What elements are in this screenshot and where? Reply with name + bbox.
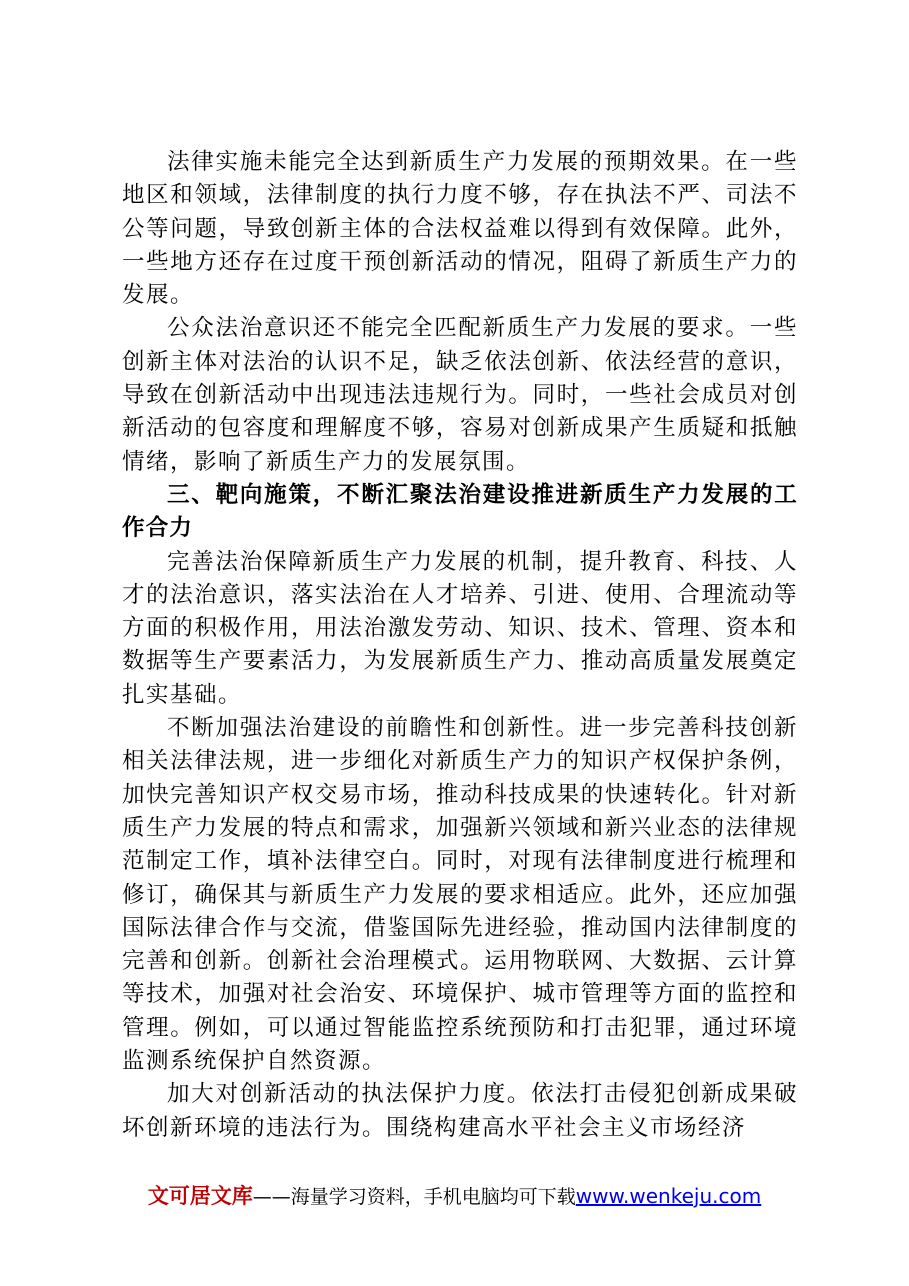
footer-brand: 文可居文库 [147,1184,253,1208]
section-heading-three: 三、靶向施策，不断汇聚法治建设推进新质生产力发展的工作合力 [122,481,798,542]
paragraph-public-legal-awareness: 公众法治意识还不能完全匹配新质生产力发展的要求。一些创新主体对法治的认识不足，缺乏依法创新、依法经营的意识，导致在创新活动中出现违法违规行为。同时，一些社会成员对创新活动的包容度和理解度不够，容易对创新成果产生质疑和抵触情绪，影响了新质生产力的发展氛围。 [122,315,798,475]
page-footer [0,1182,909,1211]
paragraph-strengthen-forward-looking: 不断加强法治建设的前瞻性和创新性。进一步完善科技创新相关法律法规，进一步细化对新质生产力的知识产权保护条例，加快完善知识产权交易市场，推动科技成果的快速转化。针对新质生产力发展的特点和需求，加强新兴领域和新兴业态的法律规范制定工作，填补法律空白。同时，对现有法律制度进行梳理和修订，确保其与新质生产力发展的要求相适应。此外，还应加强国际法律合作与交流，借鉴国际先进经验，推动国内法律制度的完善和创新。创新社会治理模式。运用物联网、大数据、云计算等技术，加强对社会治安、环境保护、城市管理等方面的监控和管理。例如，可以通过智能监控系统预防和打击犯罪，通过环境监测系统保护自然资源。 [122,715,798,1075]
document-body [122,146,798,1145]
footer-slogan: ——海量学习资料，手机电脑均可下载 [252,1186,576,1208]
paragraph-legal-implementation: 法律实施未能完全达到新质生产力发展的预期效果。在一些地区和领域，法律制度的执行力度不够，存在执法不严、司法不公等问题，导致创新主体的合法权益难以得到有效保障。此外，一些地方还存在过度干预创新活动的情况，阻碍了新质生产力的发展。 [122,149,798,309]
paragraph-enforcement-protection: 加大对创新活动的执法保护力度。依法打击侵犯创新成果破坏创新环境的违法行为。围绕构建高水平社会主义市场经济 [122,1081,798,1141]
footer-site-link[interactable]: www.wenkeju.com [575,1184,762,1208]
paragraph-improve-mechanism: 完善法治保障新质生产力发展的机制，提升教育、科技、人才的法治意识，落实法治在人才培养、引进、使用、合理流动等方面的积极作用，用法治激发劳动、知识、技术、管理、资本和数据等生产要素活力，为发展新质生产力、推动高质量发展奠定扎实基础。 [122,548,798,708]
